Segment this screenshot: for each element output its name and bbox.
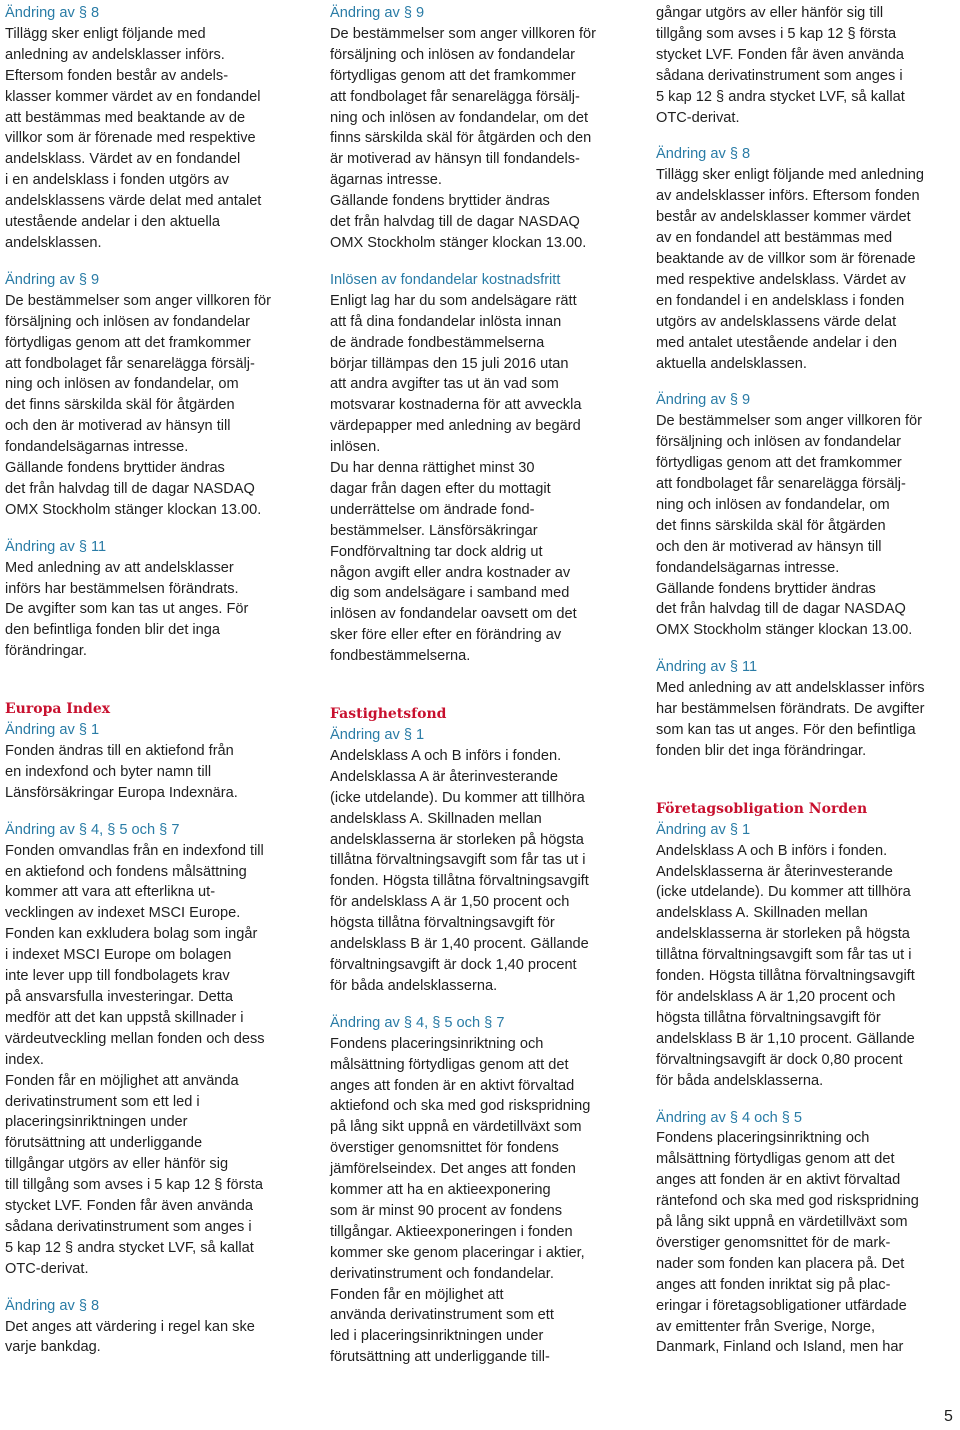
text-line: OTC-derivat. — [5, 1260, 89, 1277]
text-line: anledning av andelsklasser införs. — [5, 46, 225, 63]
text-line: Gällande fondens bryttider ändras — [5, 460, 225, 477]
text-line: OTC-derivat. — [656, 109, 740, 126]
fund-title — [330, 704, 633, 725]
fund-title — [5, 699, 312, 720]
text-line: andelsklass A. Skillnaden mellan — [330, 810, 542, 827]
text-line: Enligt lag har du som andelsägare rätt — [330, 292, 577, 309]
text-line: införs har bestämmelsen förändrats. — [5, 580, 239, 597]
text-line: en fondandel i en andelsklass i fonden — [656, 292, 905, 309]
text-line: (icke utdelande). Du kommer att tillhöra — [330, 789, 585, 806]
text-line: De avgifter som kan tas ut anges. För — [5, 601, 249, 618]
text-line: förutsättning att underliggande till- — [330, 1349, 550, 1366]
spacer — [656, 641, 959, 657]
text-line: 5 kap 12 § andra stycket LVF, så kallat — [5, 1239, 254, 1256]
text-line: en indexfond och byter namn till — [5, 763, 212, 780]
paragraph — [656, 1128, 959, 1358]
text-line: de ändrade fondbestämmelserna — [330, 334, 545, 351]
text-line: den befintliga fonden blir det inga — [5, 622, 221, 639]
text-line: andelsklasserna är storleken på högsta — [330, 831, 584, 848]
text-line: Ändring av § 9 — [5, 271, 100, 288]
text-line: högsta tillåtna förvaltningsavgift för — [656, 1009, 881, 1026]
spacer — [5, 662, 312, 699]
text-line: det från halvdag till de dagar NASDAQ — [656, 601, 906, 618]
paragraph — [656, 841, 959, 1092]
text-line: för andelsklass A är 1,50 procent och — [330, 894, 570, 911]
text-line: Ändring av § 9 — [656, 392, 751, 409]
spacer — [5, 804, 312, 820]
spacer — [330, 667, 633, 704]
paragraph — [5, 558, 312, 663]
text-line: Ändring av § 1 — [5, 722, 100, 739]
text-line: en aktiefond och fondens målsättning — [5, 863, 247, 880]
text-line: förutsättning att underliggande — [5, 1135, 203, 1152]
text-line: finns särskilda skäl för åtgärden och den — [330, 130, 592, 147]
section-heading — [5, 720, 312, 741]
text-line: på lång sikt uppnå en värdetillväxt som — [656, 1214, 908, 1231]
paragraph — [5, 741, 312, 804]
text-line: högsta tillåtna förvaltningsavgift för — [330, 915, 555, 932]
text-line: Inlösen av fondandelar kostnadsfritt — [330, 271, 561, 288]
section-heading — [330, 1013, 633, 1034]
text-line: Ändring av § 8 — [656, 146, 751, 163]
text-line: kommer att vara att efterlikna ut- — [5, 884, 216, 901]
text-line: i indexet MSCI Europe om bolagen — [5, 947, 232, 964]
text-line: index. — [5, 1051, 44, 1068]
spacer — [656, 1092, 959, 1108]
text-line: inlösen av fondandelar oavsett om det — [330, 606, 577, 623]
text-line: klasser kommer värdet av en fondandel — [5, 88, 261, 105]
text-line: andelsklass. Värdet av en fondandel — [5, 151, 241, 168]
text-line: (icke utdelande). Du kommer att tillhöra — [656, 884, 911, 901]
text-line: andelsklass A. Skillnaden mellan — [656, 905, 868, 922]
text-line: inlösen. — [330, 439, 381, 456]
text-line: Ändring av § 4, § 5 och § 7 — [5, 821, 180, 838]
text-line: vecklingen av indexet MSCI Europe. — [5, 905, 241, 922]
text-line: och den är motiverad av hänsyn till — [656, 538, 882, 555]
text-line: aktuella andelsklassen. — [656, 355, 807, 372]
text-line: Fonden får en möjlighet att använda — [5, 1072, 239, 1089]
text-line: det finns särskilda skäl för åtgärden — [656, 517, 886, 534]
text-line: jämförelseindex. Det anges att fonden — [330, 1161, 576, 1178]
text-line: Eftersom fonden består av andels- — [5, 67, 229, 84]
text-line: tillgångar utgörs av eller hänför sig — [5, 1156, 229, 1173]
text-line: som är minst 90 procent av fondens — [330, 1202, 562, 1219]
text-line: att fondbolaget får senarelägga försälj- — [656, 476, 906, 493]
text-line: att få dina fondandelar inlösta innan — [330, 313, 562, 330]
text-line: ning och inlösen av fondandelar, om — [5, 376, 239, 393]
text-line: överstiger genomsnittet för fondens — [330, 1140, 559, 1157]
text-line: utestående andelar i den aktuella — [5, 214, 221, 231]
text-line: varje bankdag. — [5, 1339, 101, 1356]
section-heading — [656, 1108, 959, 1129]
section-heading — [656, 390, 959, 411]
text-line: för andelsklass A är 1,20 procent och — [656, 988, 896, 1005]
section-heading — [5, 820, 312, 841]
text-line: derivatinstrument som ett led i — [5, 1093, 200, 1110]
text-line: att fondbolaget får senarelägga försälj- — [330, 88, 580, 105]
text-line: på ansvarsfulla investeringar. Detta — [5, 988, 233, 1005]
text-line: sker före eller efter en förändring av — [330, 627, 562, 644]
text-line: av emittenter från Sverige, Norge, — [656, 1318, 876, 1335]
paragraph — [656, 165, 959, 374]
text-line: Du har denna rättighet minst 30 — [330, 460, 535, 477]
paragraph — [5, 24, 312, 254]
text-line: Länsförsäkringar Europa Indexnära. — [5, 784, 238, 801]
section-heading — [656, 657, 959, 678]
text-line: Ändring av § 4, § 5 och § 7 — [330, 1014, 505, 1031]
text-line: fonden blir det inga förändringar. — [656, 742, 867, 759]
text-line: Ändring av § 11 — [5, 538, 107, 555]
text-line: till tillgång som avses i 5 kap 12 § första — [5, 1177, 263, 1194]
text-line: har bestämmelsen förändrats. De avgifter — [656, 701, 925, 718]
paragraph — [5, 291, 312, 521]
text-line: försäljning och inlösen av fondandelar — [656, 434, 902, 451]
text-line: Det anges att värdering i regel kan ske — [5, 1318, 255, 1335]
text-line: att fondbolaget får senarelägga försälj- — [5, 355, 255, 372]
fund-title — [656, 799, 959, 820]
text-line: Fonden får en möjlighet att — [330, 1286, 504, 1303]
section-heading — [656, 144, 959, 165]
text-line: Tillägg sker enligt följande med — [5, 25, 206, 42]
spacer — [656, 374, 959, 390]
text-line: i en andelsklass i fonden utgörs av — [5, 172, 229, 189]
text-line: villkor som är förenade med respektive — [5, 130, 256, 147]
text-line: Fonden omvandlas från en indexfond till — [5, 842, 264, 859]
text-line: Andelsklasserna är återinvesterande — [656, 863, 893, 880]
section-heading — [330, 270, 633, 291]
text-line: Fonden kan exkludera bolag som ingår — [5, 926, 258, 943]
text-line: någon avgift eller andra kostnader av — [330, 564, 571, 581]
section-heading — [5, 270, 312, 291]
text-line: värdepapper med anledning av begärd — [330, 418, 581, 435]
text-line: målsättning förtydligas genom att det — [330, 1056, 569, 1073]
text-line: Ändring av § 1 — [330, 727, 425, 743]
text-line: med antalet utestående andelar i den — [656, 334, 897, 351]
text-line: OMX Stockholm stänger klockan 13.00. — [330, 234, 587, 251]
text-line: motsvarar kostnaderna för att avveckla — [330, 397, 582, 414]
column-right — [656, 3, 959, 1358]
paragraph — [5, 1317, 312, 1359]
text-line: Med anledning av att andelsklasser — [5, 559, 234, 576]
text-line: anges att fonden är en aktivt förvaltad — [330, 1077, 575, 1094]
text-line: förvaltningsavgift är dock 0,80 procent — [656, 1051, 903, 1068]
text-line: stycket LVF. Fonden får även använda — [5, 1198, 253, 1215]
spacer — [5, 1280, 312, 1296]
spacer — [330, 254, 633, 270]
spacer — [330, 997, 633, 1013]
text-line: beaktande av de villkor som är förenade — [656, 250, 916, 267]
text-line: är motiverad av hänsyn till fondandels- — [330, 151, 580, 168]
text-line: består av andelsklasser kommer värdet — [656, 209, 911, 226]
text-line: OMX Stockholm stänger klockan 13.00. — [656, 622, 913, 639]
text-line: gångar utgörs av eller hänför sig till — [656, 5, 884, 21]
text-line: försäljning och inlösen av fondandelar — [5, 313, 251, 330]
text-line: Ändring av § 9 — [330, 5, 425, 21]
text-line: Andelsklassa A är återinvesterande — [330, 768, 558, 785]
text-line: tillgångar. Aktieexponeringen i fonden — [330, 1223, 573, 1240]
text-line: andelsklass B är 1,40 procent. Gällande — [330, 936, 589, 953]
text-line: förtydligas genom att det framkommer — [330, 67, 576, 84]
text-line: att andra avgifter tas ut än vad som — [330, 376, 559, 393]
text-line: derivatinstrument och fondandelar. — [330, 1265, 554, 1282]
text-line: andelsklass B är 1,10 procent. Gällande — [656, 1030, 915, 1047]
text-line: Ändring av § 11 — [656, 659, 758, 676]
text-line: De bestämmelser som anger villkoren för — [330, 25, 597, 42]
text-line: stycket LVF. Fonden får även använda — [656, 46, 904, 63]
text-line: fondandelsägarnas intresse. — [656, 559, 840, 576]
text-line: sådana derivatinstrument som anges i — [656, 67, 903, 84]
paragraph — [330, 746, 633, 997]
text-line: av andelsklasser införs. Eftersom fonden — [656, 188, 920, 205]
text-line: att bestämmas med beaktande av de — [5, 109, 246, 126]
text-line: som kan tas ut anges. För den befintliga — [656, 722, 916, 738]
section-heading — [330, 3, 633, 24]
text-line: det från halvdag till de dagar NASDAQ — [5, 480, 255, 497]
text-line: nader som fonden kan placera på. Det — [656, 1255, 905, 1272]
text-line: för båda andelsklasserna. — [330, 977, 498, 994]
text-line: det finns särskilda skäl för åtgärden — [5, 397, 235, 414]
text-line: tillåtna förvaltningsavgift som får tas ut i — [656, 947, 912, 964]
text-line: Företagsobligation Norden — [656, 800, 868, 817]
text-line: värdeutveckling mellan fonden och dess — [5, 1030, 265, 1047]
text-line: Gällande fondens bryttider ändras — [330, 193, 550, 210]
section-heading — [5, 1296, 312, 1317]
section-heading — [5, 3, 312, 24]
text-line: eringar i företagsobligationer utfärdade — [656, 1297, 907, 1314]
text-line: Med anledning av att andelsklasser införs — [656, 680, 925, 697]
text-line: OMX Stockholm stänger klockan 13.00. — [5, 501, 262, 518]
text-line: utgörs av andelsklassens värde delat — [656, 313, 897, 330]
text-line: andelsklassens värde delat med antalet — [5, 193, 262, 210]
paragraph — [656, 678, 959, 762]
spacer — [656, 128, 959, 144]
paragraph — [656, 411, 959, 641]
text-line: kommer att ha en aktieexponering — [330, 1182, 551, 1199]
text-line: fondandelsägarnas intresse. — [5, 439, 189, 456]
text-line: fondbestämmelserna. — [330, 648, 471, 665]
text-line: Fondens placeringsinriktning och — [656, 1130, 870, 1147]
text-line: på lång sikt uppnå en värdetillväxt som — [330, 1119, 582, 1136]
text-line: det från halvdag till de dagar NASDAQ — [330, 214, 580, 231]
text-line: anges att fonden inriktat sig på plac- — [656, 1276, 891, 1293]
section-heading — [656, 820, 959, 841]
page-number: 5 — [944, 1408, 953, 1425]
text-line: ning och inlösen av fondandelar, om — [656, 496, 890, 513]
text-line: Gällande fondens bryttider ändras — [656, 580, 876, 597]
paragraph — [5, 841, 312, 1280]
text-line: Fondförvaltning tar dock aldrig ut — [330, 543, 543, 560]
text-line: med respektive andelsklass. Värdet av — [656, 271, 906, 288]
text-line: Ändring av § 1 — [656, 821, 751, 838]
text-line: dig som andelsägare i samband med — [330, 585, 570, 602]
section-heading — [5, 537, 312, 558]
text-line: kommer ske genom placeringar i aktier, — [330, 1244, 585, 1261]
text-line: Tillägg sker enligt följande med anledning — [656, 167, 924, 184]
text-line: aktiefond och ska med god riskspridning — [330, 1098, 591, 1115]
text-line: räntefond och ska med god riskspridning — [656, 1193, 919, 1210]
text-line: andelsklassen. — [5, 234, 102, 251]
text-line: Europa Index — [5, 701, 111, 718]
text-line: försäljning och inlösen av fondandelar — [330, 46, 576, 63]
text-line: av en fondandel att bestämmas med — [656, 230, 893, 247]
text-line: anges att fonden är en aktivt förvaltad — [656, 1172, 901, 1189]
text-line: tillåtna förvaltningsavgift som får tas ut i — [330, 852, 586, 869]
text-line: för båda andelsklasserna. — [656, 1072, 824, 1089]
text-line: bestämmelser. Länsförsäkringar — [330, 522, 538, 539]
text-line: led i placeringsinriktningen under — [330, 1328, 544, 1345]
text-line: fonden. Högsta tillåtna förvaltningsavgift — [330, 873, 589, 890]
paragraph — [656, 3, 959, 128]
text-line: Fonden ändras till en aktiefond från — [5, 743, 234, 759]
text-line: inte lever upp till fondbolagets krav — [5, 968, 230, 985]
paragraph — [330, 24, 633, 254]
text-line: dagar från dagen efter du mottagit — [330, 480, 551, 497]
spacer — [5, 521, 312, 537]
text-line: Ändring av § 4 och § 5 — [656, 1109, 803, 1126]
text-line: använda derivatinstrument som ett — [330, 1307, 554, 1324]
column-middle — [330, 3, 633, 1368]
spacer — [5, 254, 312, 270]
text-line: 5 kap 12 § andra stycket LVF, så kallat — [656, 88, 905, 105]
column-left — [5, 3, 312, 1358]
text-line: sådana derivatinstrument som anges i — [5, 1218, 252, 1235]
paragraph — [330, 291, 633, 667]
text-line: målsättning förtydligas genom att det — [656, 1151, 895, 1168]
text-line: ning och inlösen av fondandelar, om det — [330, 109, 589, 126]
text-line: ägarnas intresse. — [330, 172, 442, 189]
text-line: fonden. Högsta tillåtna förvaltningsavgift — [656, 968, 915, 985]
text-line: tillgång som avses i 5 kap 12 § första — [656, 25, 897, 42]
text-line: förändringar. — [5, 643, 87, 660]
text-line: och den är motiverad av hänsyn till — [5, 418, 231, 435]
text-line: Fastighetsfond — [330, 706, 447, 723]
section-heading — [330, 725, 633, 746]
text-line: placeringsinriktningen under — [5, 1114, 188, 1131]
text-line: medför att det kan uppstå skillnader i — [5, 1009, 244, 1026]
spacer — [656, 762, 959, 799]
text-line: andelsklasserna är storleken på högsta — [656, 926, 910, 943]
text-line: Fondens placeringsinriktning och — [330, 1035, 544, 1052]
text-line: börjar tillämpas den 15 juli 2016 utan — [330, 355, 569, 372]
text-line: underrättelse om ändrade fond- — [330, 501, 535, 518]
text-line: De bestämmelser som anger villkoren för — [5, 292, 272, 309]
text-line: överstiger genomsnittet för de mark- — [656, 1234, 891, 1251]
text-line: Ändring av § 8 — [5, 5, 100, 21]
text-line: förtydligas genom att det framkommer — [656, 455, 902, 472]
text-line: förtydligas genom att det framkommer — [5, 334, 251, 351]
text-line: Andelsklass A och B införs i fonden. — [656, 842, 888, 859]
text-line: Danmark, Finland och Island, men har — [656, 1339, 904, 1356]
paragraph — [330, 1034, 633, 1369]
text-line: förvaltningsavgift är dock 1,40 procent — [330, 956, 577, 973]
text-line: De bestämmelser som anger villkoren för — [656, 413, 923, 430]
text-line: Ändring av § 8 — [5, 1297, 100, 1314]
text-line: Andelsklass A och B införs i fonden. — [330, 747, 562, 764]
